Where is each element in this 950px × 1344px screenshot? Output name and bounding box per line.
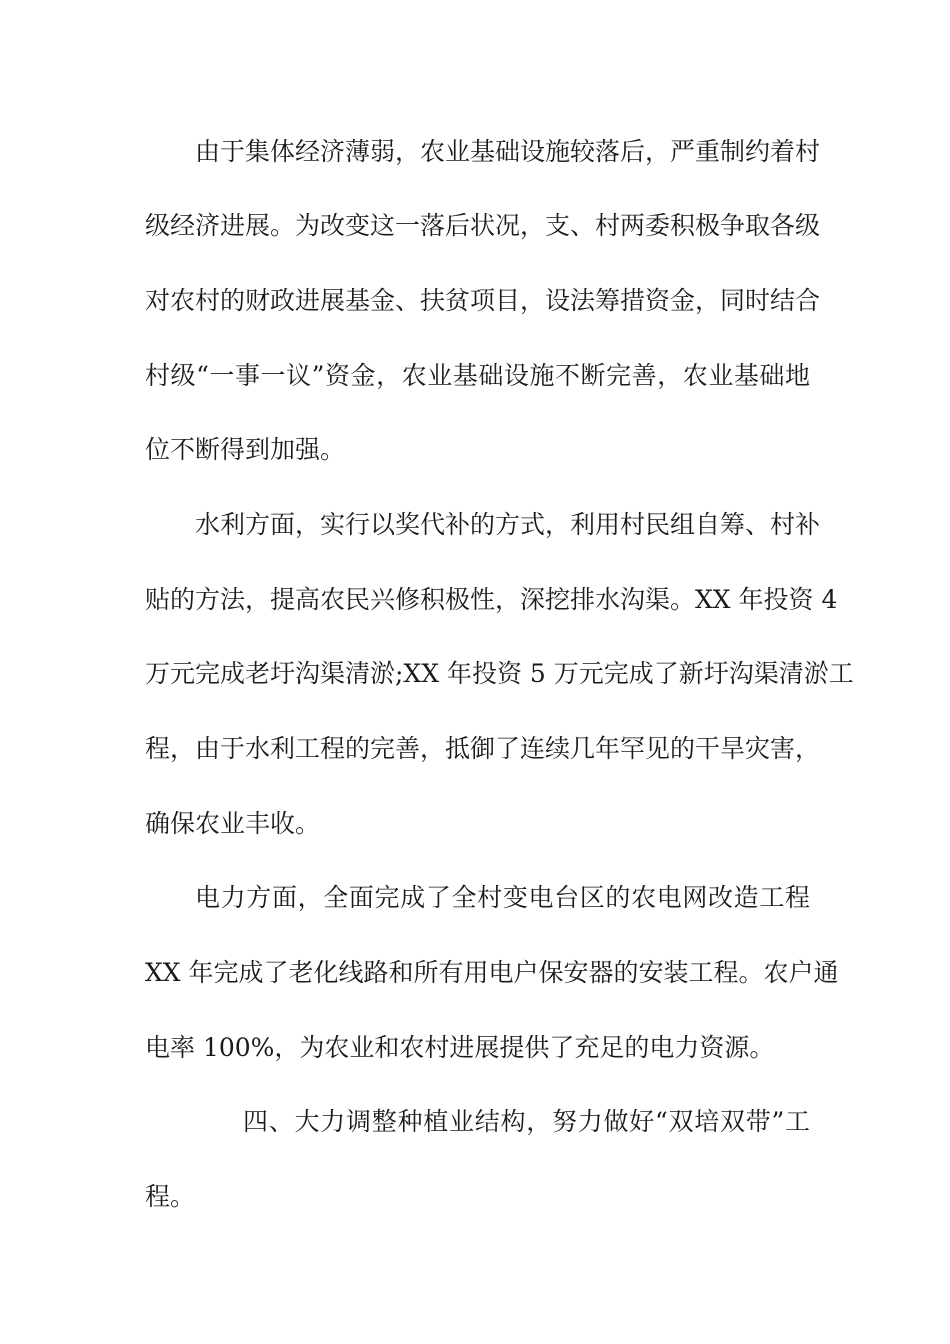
section-heading-line-1: 四、大力调整种植业结构，努力做好“双培双带”工: [243, 1107, 810, 1136]
section-heading-line-2: 程。: [145, 1182, 196, 1211]
paragraph-2-line-4: 程，由于水利工程的完善，抵御了连续几年罕见的干旱灾害，: [145, 734, 821, 763]
paragraph-3-line-2: XX 年完成了老化线路和所有用电户保安器的安装工程。农户通: [145, 958, 839, 987]
paragraph-2-line-5: 确保农业丰收。: [145, 809, 321, 838]
paragraph-3-line-1: 电力方面，全面完成了全村变电台区的农电网改造工程: [195, 883, 810, 912]
paragraph-3-line-3: 电率 100%，为农业和农村进展提供了充足的电力资源。: [145, 1033, 775, 1062]
paragraph-1-line-3: 对农村的财政进展基金、扶贫项目，设法筹措资金，同时结合: [145, 286, 821, 315]
paragraph-2-line-1: 水利方面，实行以奖代补的方式，利用村民组自筹、村补: [195, 510, 821, 539]
paragraph-2-line-2: 贴的方法，提高农民兴修积极性，深挖排水沟渠。XX 年投资 4: [145, 585, 838, 614]
paragraph-1-line-5: 位不断得到加强。: [145, 435, 346, 464]
paragraph-1-line-2: 级经济进展。为改变这一落后状况，支、村两委积极争取各级: [145, 211, 821, 240]
paragraph-1-line-4: 村级“一事一议”资金，农业基础设施不断完善，农业基础地: [145, 361, 810, 390]
paragraph-1-line-1: 由于集体经济薄弱，农业基础设施较落后，严重制约着村: [195, 137, 821, 166]
paragraph-2-line-3: 万元完成老圩沟渠清淤;XX 年投资 5 万元完成了新圩沟渠清淤工: [145, 659, 854, 688]
